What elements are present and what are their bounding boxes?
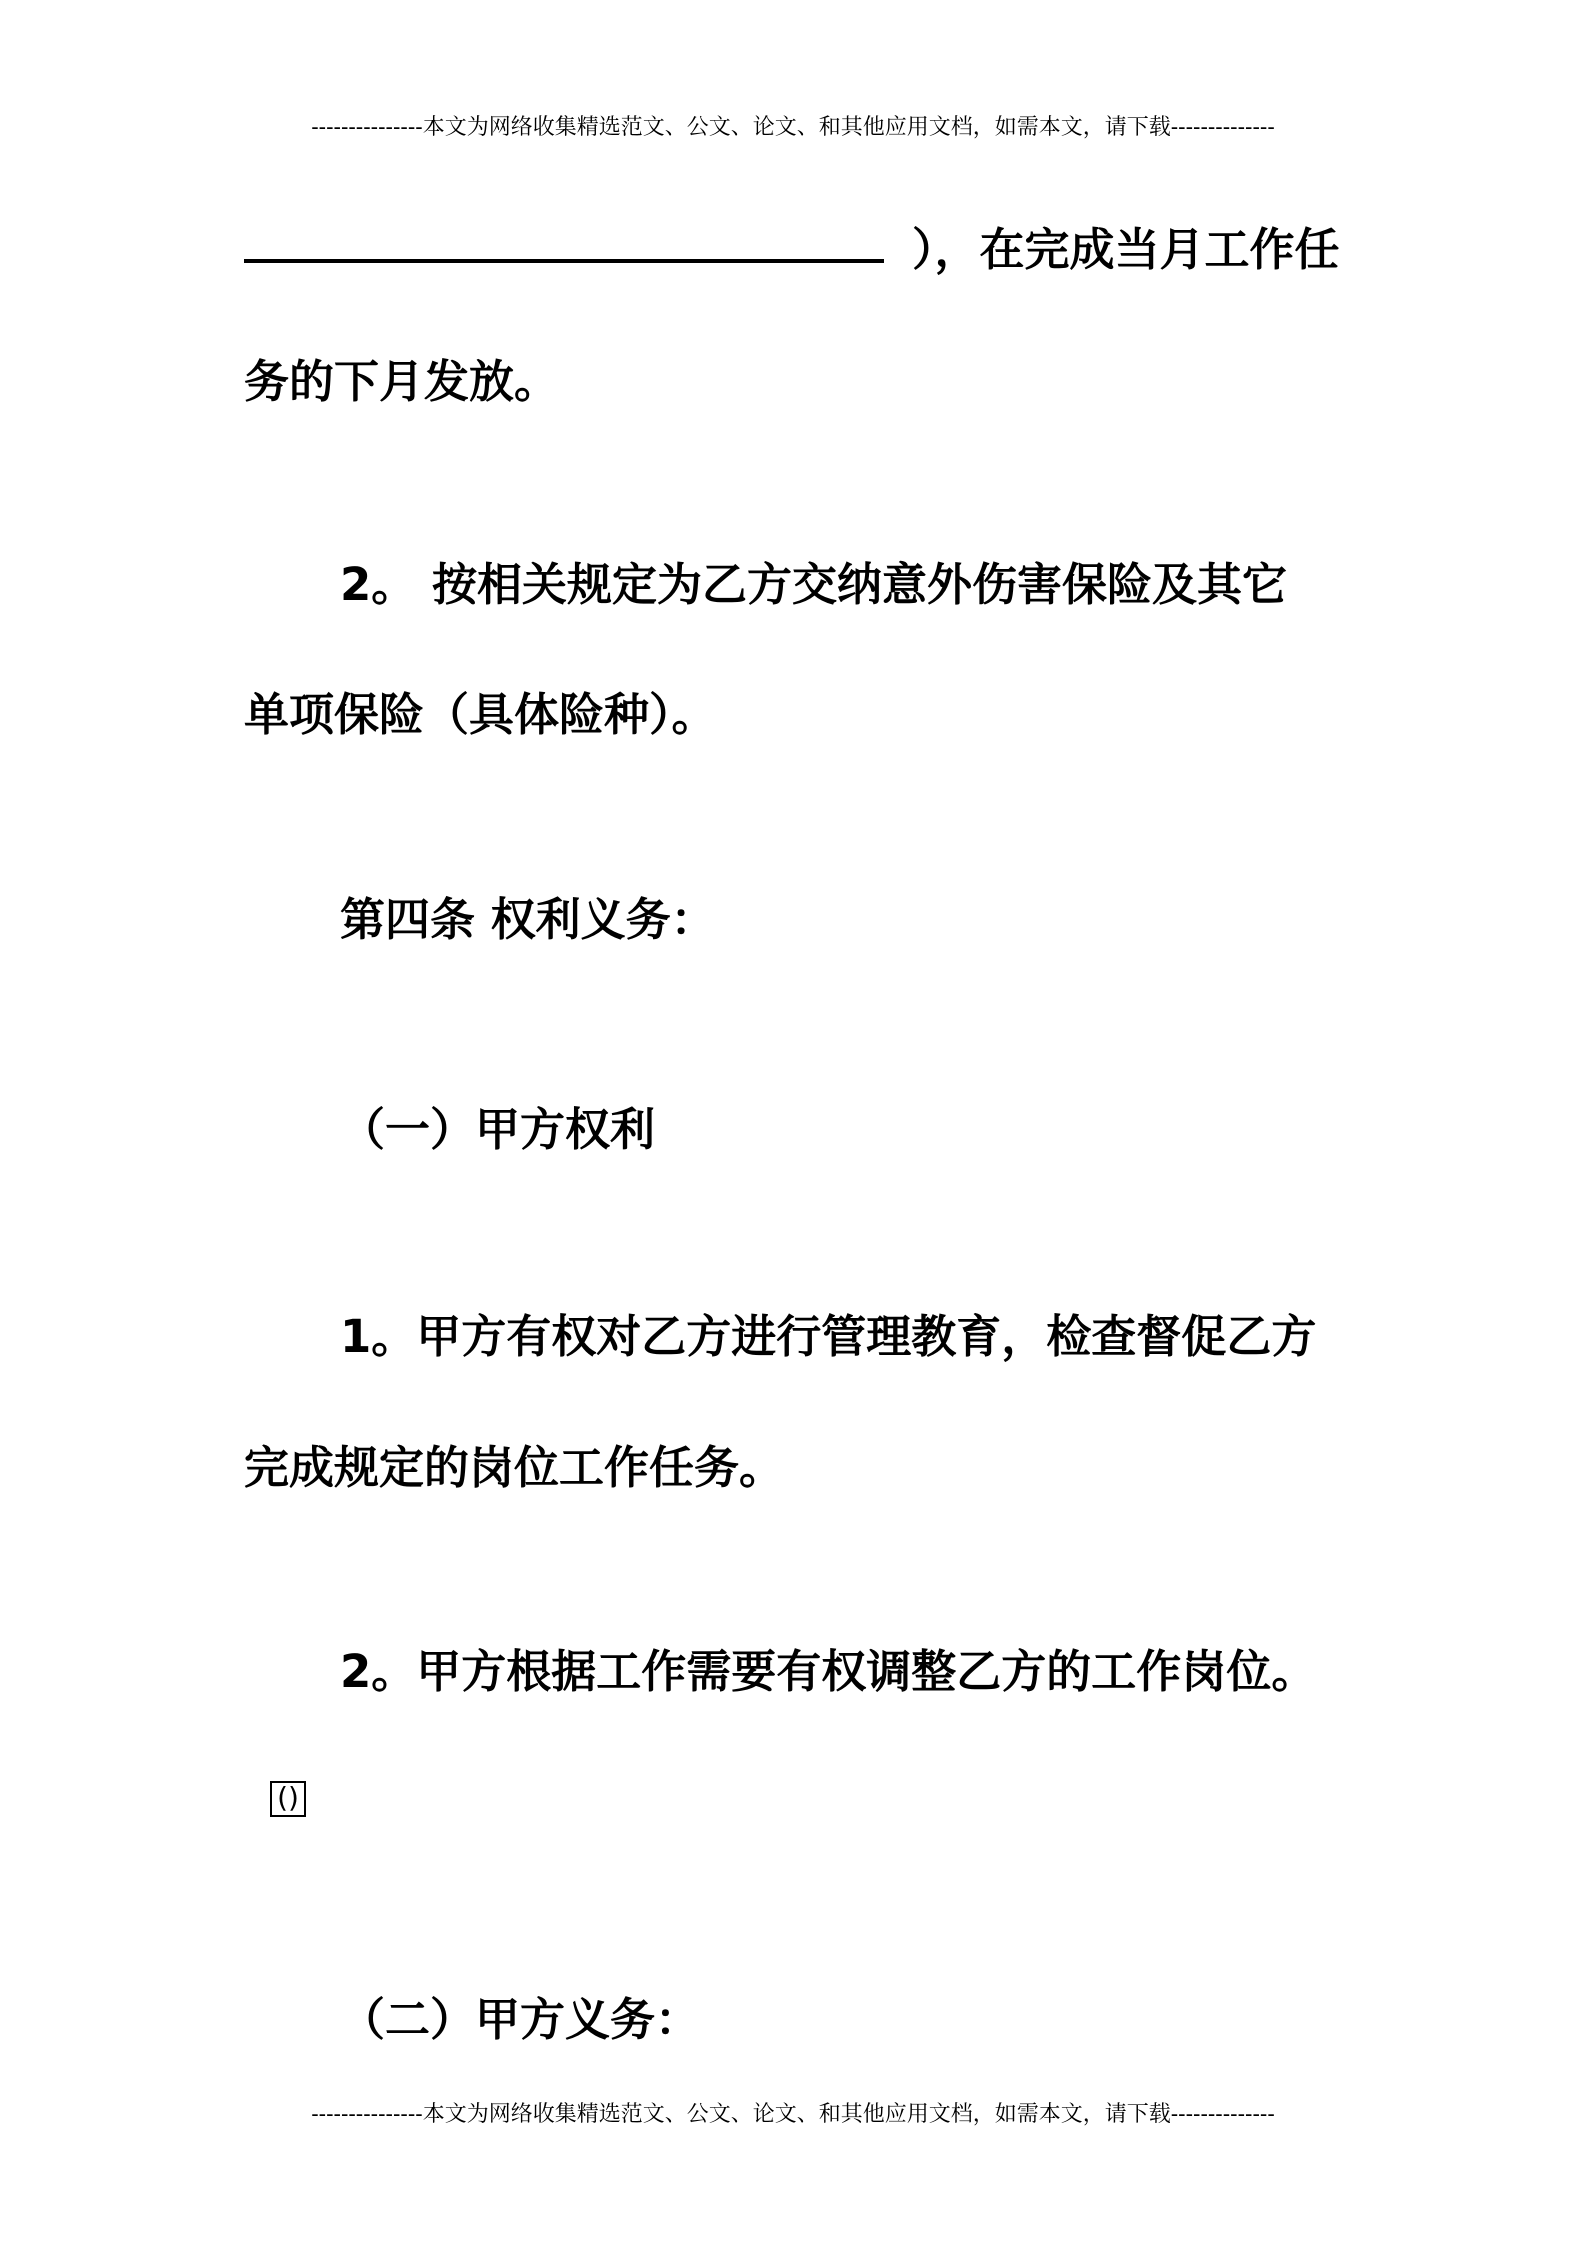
- placeholder-mark: (): [270, 1781, 306, 1817]
- paragraph-line-8: 完成规定的岗位工作任务。: [244, 1441, 785, 1494]
- paragraph-line-4: 单项保险（具体险种）。: [244, 688, 717, 741]
- paragraph-line-3: 2。 按相关规定为乙方交纳意外伤害保险及其它: [340, 558, 1287, 611]
- page-footer: ---------------本文为网络收集精选范文、公文、论文、和其他应用文档，如需本文，请下载--------------: [311, 2102, 1275, 2127]
- paragraph-line-7: 1。甲方有权对乙方进行管理教育，检查督促乙方: [340, 1310, 1317, 1363]
- blank-underline: [244, 259, 884, 263]
- article-heading: 第四条 权利义务：: [340, 893, 716, 946]
- section-heading-party-a-rights: （一）甲方权利: [340, 1103, 656, 1156]
- page-header: ---------------本文为网络收集精选范文、公文、论文、和其他应用文档，如需本文，请下载--------------: [311, 115, 1275, 140]
- paragraph-line-2: 务的下月发放。: [244, 355, 560, 408]
- line-1-text: ），在完成当月工作任: [912, 223, 1340, 276]
- paragraph-line-9: 2。甲方根据工作需要有权调整乙方的工作岗位。: [340, 1645, 1317, 1698]
- section-heading-party-a-obligations: （二）甲方义务：: [340, 1993, 701, 2046]
- paragraph-line-1: [244, 220, 1340, 280]
